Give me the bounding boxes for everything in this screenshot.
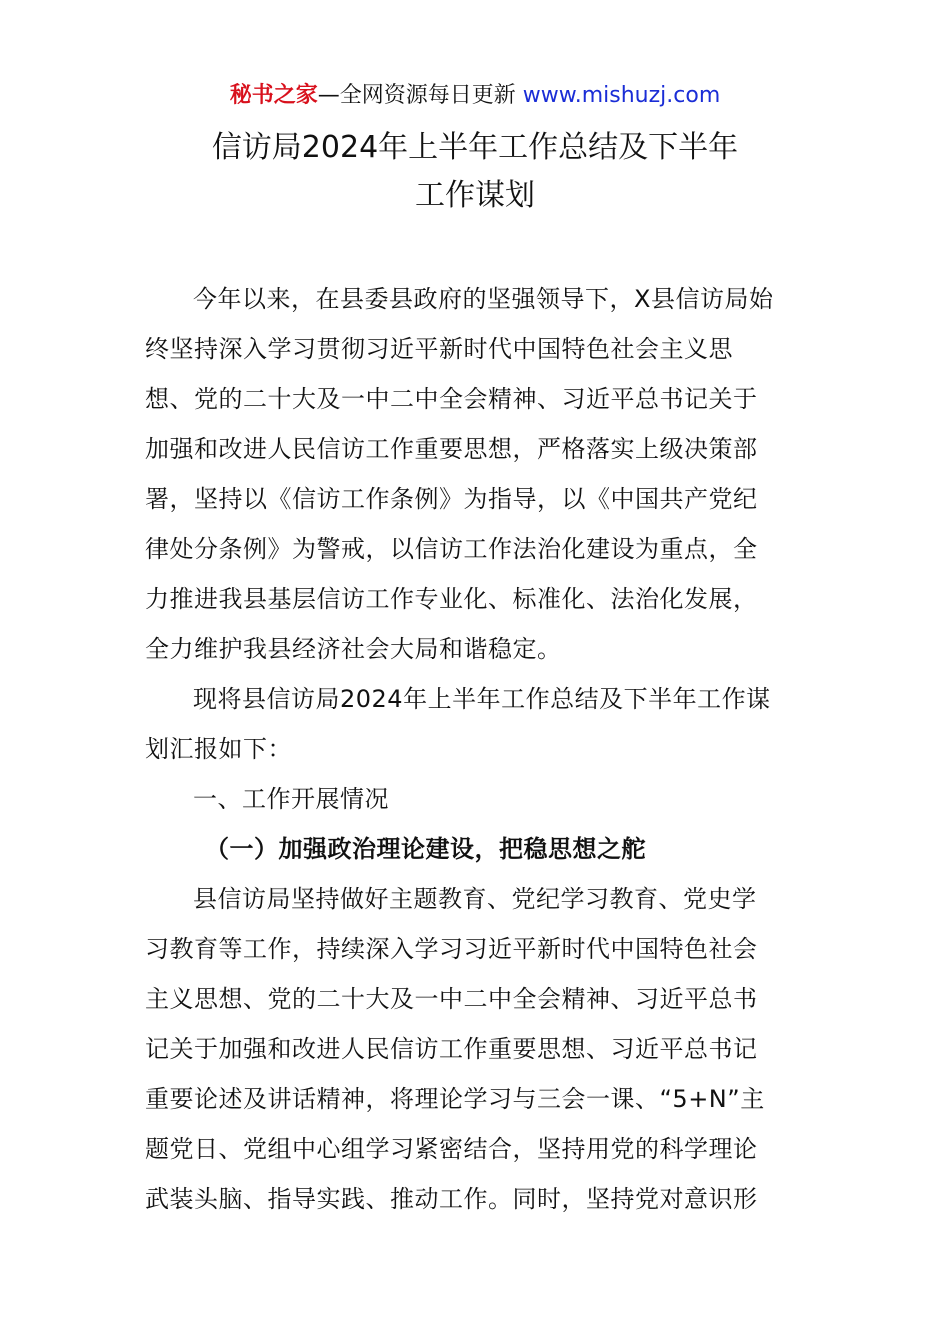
document-title-line-1: 信访局2024年上半年工作总结及下半年 [211, 130, 739, 165]
paragraph-line: 题党日、党组中心组学习紧密结合，坚持用党的科学理论 [145, 1135, 758, 1163]
paragraph-line: 县信访局坚持做好主题教育、党纪学习教育、党史学 [193, 885, 757, 913]
paragraph-line: 划汇报如下： [145, 735, 292, 763]
paragraph-line: 加强和改进人民信访工作重要思想，严格落实上级决策部 [145, 435, 758, 463]
paragraph-line: 习教育等工作，持续深入学习习近平新时代中国特色社会 [145, 935, 758, 963]
paragraph-line: 律处分条例》为警戒，以信访工作法治化建设为重点，全 [145, 535, 758, 563]
paragraph-line: 终坚持深入学习贯彻习近平新时代中国特色社会主义思 [145, 335, 733, 363]
paragraph-line: 想、党的二十大及一中二中全会精神、习近平总书记关于 [145, 385, 758, 413]
paragraph-line: 记关于加强和改进人民信访工作重要思想、习近平总书记 [145, 1035, 758, 1063]
paragraph-line: 全力维护我县经济社会大局和谐稳定。 [145, 635, 562, 663]
paragraph-line: 今年以来，在县委县政府的坚强领导下，X县信访局始 [193, 285, 774, 313]
site-header [0, 80, 950, 112]
section-heading: 一、工作开展情况 [193, 785, 389, 813]
site-url-link[interactable]: www.mishuzj.com [522, 83, 721, 108]
paragraph-line: 署，坚持以《信访工作条例》为指导，以《中国共产党纪 [145, 485, 758, 513]
subsection-heading: （一）加强政治理论建设，把稳思想之舵 [205, 835, 646, 863]
paragraph-line: 重要论述及讲话精神，将理论学习与三会一课、“5+N”主 [145, 1085, 765, 1113]
site-brand: 秘书之家 [229, 83, 318, 108]
document-title-line-2: 工作谋划 [415, 178, 535, 213]
paragraph-line: 武装头脑、指导实践、推动工作。同时，坚持党对意识形 [145, 1185, 758, 1213]
paragraph-line: 力推进我县基层信访工作专业化、标准化、法治化发展， [145, 585, 758, 613]
paragraph-line: 主义思想、党的二十大及一中二中全会精神、习近平总书 [145, 985, 758, 1013]
site-tagline: —全网资源每日更新 [317, 83, 523, 108]
document-body [145, 274, 807, 1224]
paragraph-line: 现将县信访局2024年上半年工作总结及下半年工作谋 [193, 685, 771, 713]
